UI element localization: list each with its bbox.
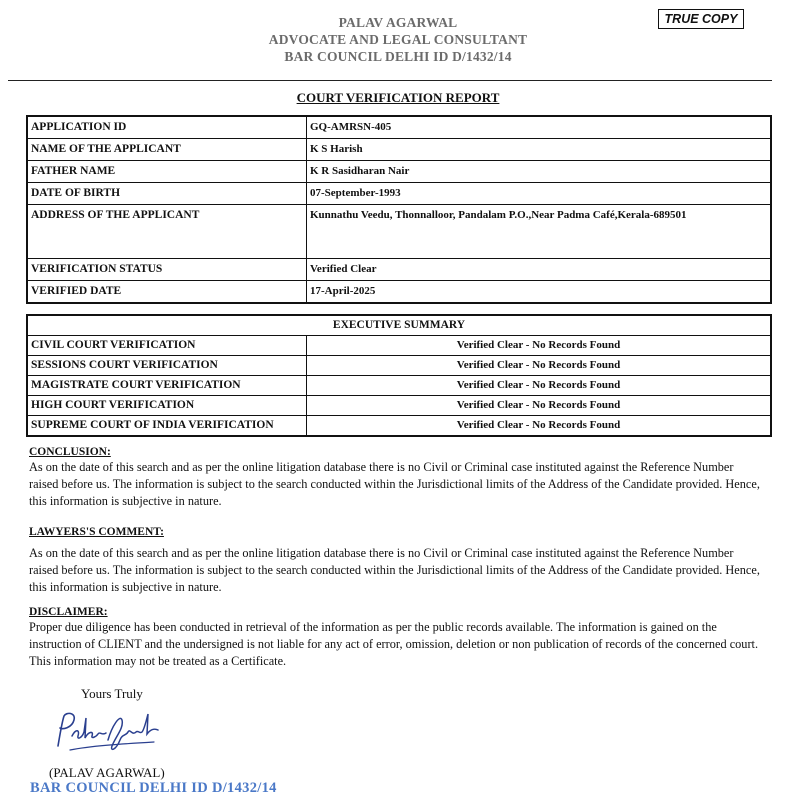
disclaimer-heading: DISCLAIMER: xyxy=(29,606,108,618)
civil-court-result: Verified Clear - No Records Found xyxy=(307,336,772,356)
sessions-court-label: SESSIONS COURT VERIFICATION xyxy=(27,356,307,376)
footer-bar-council-id: BAR COUNCIL DELHI ID D/1432/14 xyxy=(30,780,277,796)
executive-summary-table xyxy=(26,314,772,437)
table-row xyxy=(27,396,771,416)
closing-salutation: Yours Truly xyxy=(81,686,143,701)
application-id-label: APPLICATION ID xyxy=(27,116,307,139)
disclaimer-text: Proper due diligence has been conducted in retrieval of the information as per the public records available. The information is gained on the instruction of CLIENT and the undersigned is not liable for any act of error, omission, deletion or non publication of records of the concerned court. This information may not be treated as a Certificate. xyxy=(29,620,759,668)
true-copy-stamp: TRUE COPY xyxy=(658,9,744,29)
application-id-value: GQ-AMRSN-405 xyxy=(307,116,772,139)
address-value: Kunnathu Veedu, Thonnalloor, Pandalam P.O.,Near Padma Café,Kerala-689501 xyxy=(307,205,772,259)
father-name-value: K R Sasidharan Nair xyxy=(307,161,772,183)
table-row xyxy=(27,139,771,161)
table-row xyxy=(27,315,771,336)
verification-status-label: VERIFICATION STATUS xyxy=(27,259,307,281)
table-row xyxy=(27,416,771,437)
sessions-court-result: Verified Clear - No Records Found xyxy=(307,356,772,376)
lawyers-comment-text: As on the date of this search and as per the online litigation database there is no Civil or Criminal case instituted against the Reference Number raised before us. The information is subject to the search conducted within the Jurisdictional limits of the Address of the Candidate provided. Hence, this information is subjective in nature. xyxy=(29,546,760,594)
letterhead-divider xyxy=(8,80,772,81)
table-row xyxy=(27,205,771,259)
handwritten-signature xyxy=(50,706,165,758)
dob-value: 07-September-1993 xyxy=(307,183,772,205)
verified-date-value: 17-April-2025 xyxy=(307,281,772,304)
disclaimer-section xyxy=(29,605,764,670)
table-row xyxy=(27,336,771,356)
table-row xyxy=(27,259,771,281)
applicant-details-table xyxy=(26,115,772,304)
advocate-role: ADVOCATE AND LEGAL CONSULTANT xyxy=(268,32,528,47)
applicant-name-value: K S Harish xyxy=(307,139,772,161)
magistrate-court-result: Verified Clear - No Records Found xyxy=(307,376,772,396)
address-label: ADDRESS OF THE APPLICANT xyxy=(27,205,307,259)
verified-date-label: VERIFIED DATE xyxy=(27,281,307,304)
civil-court-label: CIVIL COURT VERIFICATION xyxy=(27,336,307,356)
lawyers-comment-heading: LAWYERS'S COMMENT: xyxy=(29,526,164,538)
verification-status-value: Verified Clear xyxy=(307,259,772,281)
table-row xyxy=(27,376,771,396)
table-row xyxy=(27,356,771,376)
table-row xyxy=(27,281,771,304)
applicant-name-label: NAME OF THE APPLICANT xyxy=(27,139,307,161)
high-court-label: HIGH COURT VERIFICATION xyxy=(27,396,307,416)
signatory-name: (PALAV AGARWAL) xyxy=(49,765,165,780)
table-row xyxy=(27,183,771,205)
high-court-result: Verified Clear - No Records Found xyxy=(307,396,772,416)
lawyers-comment-section xyxy=(29,525,764,596)
father-name-label: FATHER NAME xyxy=(27,161,307,183)
report-title: COURT VERIFICATION REPORT xyxy=(296,90,500,105)
table-row xyxy=(27,116,771,139)
advocate-name: PALAV AGARWAL xyxy=(338,15,458,30)
dob-label: DATE OF BIRTH xyxy=(27,183,307,205)
bar-council-id: BAR COUNCIL DELHI ID D/1432/14 xyxy=(284,49,512,64)
magistrate-court-label: MAGISTRATE COURT VERIFICATION xyxy=(27,376,307,396)
conclusion-section xyxy=(29,445,764,510)
conclusion-text: As on the date of this search and as per the online litigation database there is no Civil or Criminal case instituted against the Reference Number raised before us. The information is subject to the search conducted within the Jurisdictional limits of the Address of the Candidate provided. Hence, this information is subjective in nature. xyxy=(29,460,760,508)
conclusion-heading: CONCLUSION: xyxy=(29,446,111,458)
executive-summary-heading: EXECUTIVE SUMMARY xyxy=(27,315,771,336)
table-row xyxy=(27,161,771,183)
supreme-court-label: SUPREME COURT OF INDIA VERIFICATION xyxy=(27,416,307,437)
supreme-court-result: Verified Clear - No Records Found xyxy=(307,416,772,437)
